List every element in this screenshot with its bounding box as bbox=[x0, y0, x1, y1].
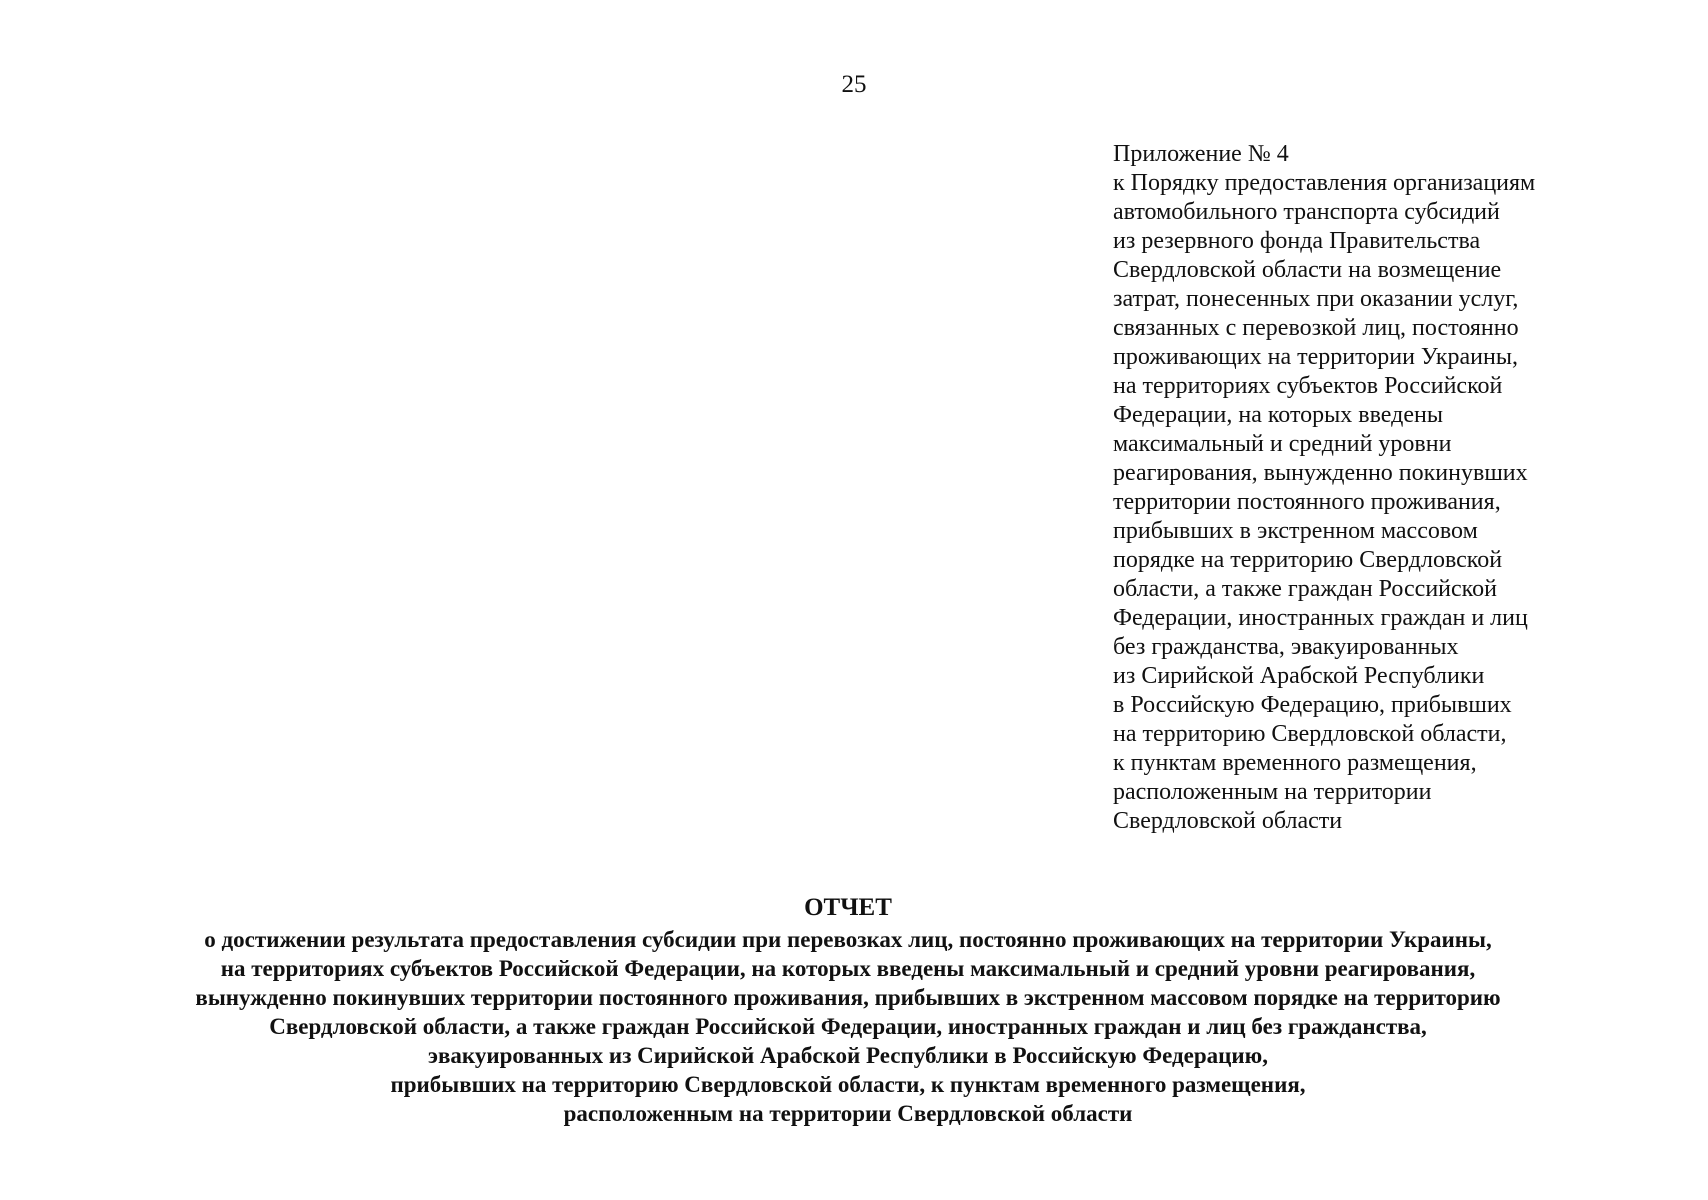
appendix-line: к Порядку предоставления организациям bbox=[1113, 170, 1536, 196]
appendix-block bbox=[1113, 140, 1673, 836]
appendix-line: на территориях субъектов Российской bbox=[1113, 373, 1503, 399]
page-number: 25 bbox=[841, 71, 867, 98]
appendix-line: в Российскую Федерацию, прибывших bbox=[1113, 692, 1512, 718]
appendix-line: порядке на территорию Свердловской bbox=[1113, 547, 1503, 573]
appendix-line: из Сирийской Арабской Республики bbox=[1113, 663, 1485, 689]
report-subtitle-line: эвакуированных из Сирийской Арабской Республики в Российскую Федерацию, bbox=[428, 1043, 1268, 1068]
report-subtitle-line: на территориях субъектов Российской Федерации, на которых введены максимальный и средний уровни реагирования, bbox=[220, 956, 1476, 981]
appendix-heading: Приложение № 4 bbox=[1113, 141, 1289, 167]
appendix-line: затрат, понесенных при оказании услуг, bbox=[1113, 286, 1519, 312]
report-title: ОТЧЕТ bbox=[804, 894, 892, 921]
appendix-line: области, а также граждан Российской bbox=[1113, 576, 1497, 602]
report-subtitle-line: расположенным на территории Свердловской области bbox=[563, 1101, 1133, 1126]
appendix-line: территории постоянного проживания, bbox=[1113, 489, 1501, 515]
appendix-line: расположенным на территории bbox=[1113, 779, 1432, 805]
appendix-line: реагирования, вынужденно покинувших bbox=[1113, 460, 1528, 486]
appendix-line: автомобильного транспорта субсидий bbox=[1113, 199, 1500, 225]
appendix-line: из резервного фонда Правительства bbox=[1113, 228, 1481, 254]
appendix-line: на территорию Свердловской области, bbox=[1113, 721, 1507, 747]
appendix-line: без гражданства, эвакуированных bbox=[1113, 634, 1459, 660]
report-subtitle-line: вынужденно покинувших территории постоянного проживания, прибывших в экстренном массовом порядке на территорию bbox=[195, 985, 1501, 1010]
report-heading-block bbox=[40, 892, 1656, 1128]
appendix-line: Федерации, иностранных граждан и лиц bbox=[1113, 605, 1528, 631]
appendix-line: прибывших в экстренном массовом bbox=[1113, 518, 1478, 544]
appendix-line: Свердловской области bbox=[1113, 808, 1343, 834]
appendix-line: Свердловской области на возмещение bbox=[1113, 257, 1502, 283]
report-subtitle-line: прибывших на территорию Свердловской области, к пунктам временного размещения, bbox=[390, 1072, 1306, 1097]
report-subtitle-line: Свердловской области, а также граждан Российской Федерации, иностранных граждан и лиц без гражданства, bbox=[269, 1014, 1427, 1039]
appendix-line: максимальный и средний уровни bbox=[1113, 431, 1452, 457]
appendix-line: Федерации, на которых введены bbox=[1113, 402, 1443, 428]
report-subtitle-line: о достижении результата предоставления субсидии при перевозках лиц, постоянно проживающих на территории Украины, bbox=[204, 927, 1492, 952]
appendix-line: связанных с перевозкой лиц, постоянно bbox=[1113, 315, 1519, 341]
appendix-line: проживающих на территории Украины, bbox=[1113, 344, 1518, 370]
appendix-line: к пунктам временного размещения, bbox=[1113, 750, 1477, 776]
